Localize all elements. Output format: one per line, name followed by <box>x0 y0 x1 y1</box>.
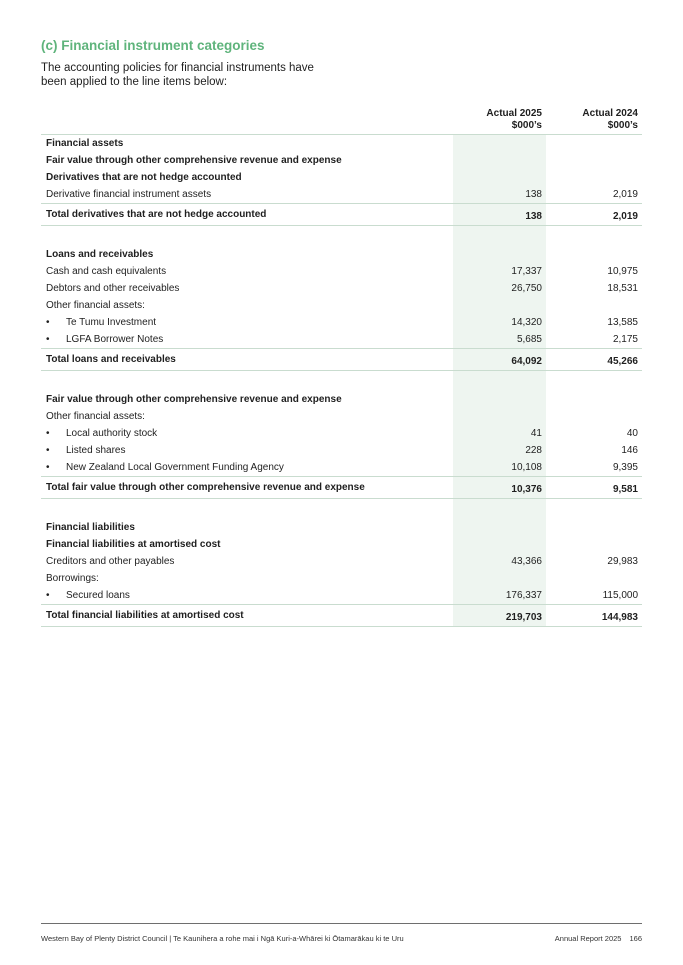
value-2025 <box>453 519 546 536</box>
row-label <box>41 280 453 297</box>
value-2024 <box>546 519 642 536</box>
row-label-text: Local authority stock <box>66 428 158 439</box>
row-label-text: Cash and cash equivalents <box>46 266 167 277</box>
section-header-row <box>41 391 642 408</box>
value-2024 <box>546 246 642 263</box>
value-2025: 17,337 <box>453 263 546 280</box>
value-2024: 9,581 <box>546 477 642 499</box>
row-label <box>41 297 453 314</box>
row-label <box>41 553 453 570</box>
row-label <box>41 263 453 280</box>
table-row <box>41 587 642 605</box>
header-actual-2025 <box>453 106 546 135</box>
table-row <box>41 442 642 459</box>
row-label <box>41 331 453 349</box>
value-2025: 10,108 <box>453 459 546 477</box>
table-row <box>41 553 642 570</box>
header-2024-title: Actual 2024 <box>582 108 638 119</box>
value-2024: 146 <box>621 445 638 456</box>
total-row <box>41 605 642 627</box>
value-2025: 10,376 <box>453 477 546 499</box>
spacer-cell <box>41 371 453 392</box>
value-2025 <box>453 169 546 186</box>
total-row <box>41 204 642 226</box>
row-label-text: Fair value through other comprehensive revenue and expense <box>46 394 342 405</box>
intro-text: The accounting policies for financial instruments have been applied to the line items below: <box>41 62 314 88</box>
table-row <box>41 186 642 204</box>
bullet-icon: • <box>46 462 50 473</box>
row-label-text: Derivatives that are not hedge accounted <box>46 172 242 183</box>
total-row <box>41 477 642 499</box>
row-label <box>41 314 453 331</box>
row-label-text: Listed shares <box>66 445 126 456</box>
value-2025 <box>453 391 546 408</box>
value-2024: 29,983 <box>607 556 638 567</box>
value-2025 <box>453 297 546 314</box>
row-label <box>41 536 453 553</box>
row-label-text: Other financial assets: <box>46 411 145 422</box>
value-2024: 2,019 <box>612 189 638 200</box>
row-label <box>41 135 453 153</box>
value-2025: 228 <box>453 442 546 459</box>
value-2025: 41 <box>453 425 546 442</box>
row-label-text: Borrowings: <box>46 573 99 584</box>
section-heading: (c) Financial instrument categories <box>41 38 265 53</box>
value-2025: 26,750 <box>453 280 546 297</box>
section-header-row <box>41 169 642 186</box>
section-header-row <box>41 536 642 553</box>
row-label-text: Total derivatives that are not hedge accounted <box>46 209 267 220</box>
row-label-text: Financial liabilities <box>46 522 135 533</box>
row-label-text: Derivative financial instrument assets <box>46 189 212 200</box>
bullet-icon: • <box>46 445 50 456</box>
table-row <box>41 314 642 331</box>
row-label <box>41 349 453 371</box>
value-2024: 40 <box>626 428 638 439</box>
section-header-row <box>41 152 642 169</box>
spacer-row <box>41 226 642 247</box>
row-label-text: Financial assets <box>46 138 124 149</box>
value-2025 <box>453 152 546 169</box>
spacer-row <box>41 371 642 392</box>
row-label <box>41 605 453 627</box>
row-label-text: LGFA Borrower Notes <box>66 334 164 345</box>
header-actual-2024 <box>546 106 642 135</box>
value-2025 <box>453 408 546 425</box>
value-2024: 2,175 <box>612 334 638 345</box>
row-label <box>41 391 453 408</box>
section-header-row <box>41 135 642 153</box>
value-2024 <box>546 570 642 587</box>
value-2024 <box>546 135 642 153</box>
row-label-text: Loans and receivables <box>46 249 154 260</box>
bullet-icon: • <box>46 334 50 345</box>
bullet-icon: • <box>46 590 50 601</box>
bullet-icon: • <box>46 428 50 439</box>
spacer-cell <box>453 226 546 247</box>
row-label <box>41 246 453 263</box>
row-label-text: Total financial liabilities at amortised cost <box>46 610 244 621</box>
header-label-cell <box>41 106 453 135</box>
row-label <box>41 408 453 425</box>
row-label <box>41 587 453 605</box>
spacer-cell <box>41 226 453 247</box>
footer-report-title: Annual Report 2025 <box>554 934 622 943</box>
value-2024: 115,000 <box>602 590 638 601</box>
value-2024: 10,975 <box>607 266 638 277</box>
row-label-text: Fair value through other comprehensive revenue and expense <box>46 155 342 166</box>
row-label <box>41 442 453 459</box>
footer-report-info <box>555 934 642 943</box>
section-header-row <box>41 246 642 263</box>
section-header-row <box>41 519 642 536</box>
value-2024: 2,019 <box>546 204 642 226</box>
row-label-text: Total fair value through other comprehensive revenue and expense <box>46 482 365 493</box>
value-2025: 64,092 <box>453 349 546 371</box>
spacer-cell <box>41 499 453 520</box>
row-label <box>41 519 453 536</box>
value-2025 <box>453 135 546 153</box>
value-2024: 45,266 <box>546 349 642 371</box>
table-body <box>41 135 642 627</box>
value-2025: 219,703 <box>453 605 546 627</box>
table-row <box>41 331 642 349</box>
spacer-cell <box>546 226 642 247</box>
row-label <box>41 152 453 169</box>
value-2025: 176,337 <box>453 587 546 605</box>
value-2024: 18,531 <box>607 283 638 294</box>
value-2025: 5,685 <box>453 331 546 349</box>
table-row <box>41 408 642 425</box>
spacer-cell <box>453 371 546 392</box>
table-row <box>41 459 642 477</box>
row-label-text: Financial liabilities at amortised cost <box>46 539 221 550</box>
spacer-row <box>41 499 642 520</box>
total-row <box>41 349 642 371</box>
value-2025 <box>453 246 546 263</box>
spacer-cell <box>546 371 642 392</box>
value-2025: 14,320 <box>453 314 546 331</box>
bullet-icon: • <box>46 317 50 328</box>
value-2025: 43,366 <box>453 553 546 570</box>
value-2024: 9,395 <box>612 462 638 473</box>
value-2024 <box>546 536 642 553</box>
value-2024 <box>546 169 642 186</box>
value-2024 <box>546 391 642 408</box>
value-2024 <box>546 297 642 314</box>
row-label <box>41 477 453 499</box>
table-row <box>41 297 642 314</box>
row-label-text: Debtors and other receivables <box>46 283 180 294</box>
header-2025-unit: $000’s <box>511 120 542 131</box>
row-label-text: Other financial assets: <box>46 300 145 311</box>
value-2025 <box>453 570 546 587</box>
spacer-cell <box>453 499 546 520</box>
table-row <box>41 263 642 280</box>
value-2024: 13,585 <box>607 317 638 328</box>
row-label-text: New Zealand Local Government Funding Agency <box>66 462 284 473</box>
table-row <box>41 425 642 442</box>
value-2024: 144,983 <box>546 605 642 627</box>
financial-instruments-table <box>41 106 642 627</box>
page-number: 166 <box>629 934 642 943</box>
value-2024 <box>546 152 642 169</box>
value-2025: 138 <box>453 186 546 204</box>
footer-council-name: Western Bay of Plenty District Council | Te Kaunihera a rohe mai i Ngā Kuri-a-Whārei ki Ōtamarākau ki te Uru <box>41 934 404 943</box>
row-label <box>41 204 453 226</box>
row-label <box>41 186 453 204</box>
row-label-text: Secured loans <box>66 590 130 601</box>
row-label-text: Total loans and receivables <box>46 354 176 365</box>
row-label <box>41 570 453 587</box>
value-2024 <box>546 408 642 425</box>
header-2024-unit: $000’s <box>607 120 638 131</box>
row-label <box>41 425 453 442</box>
table-row <box>41 570 642 587</box>
row-label <box>41 459 453 477</box>
spacer-cell <box>546 499 642 520</box>
value-2025: 138 <box>453 204 546 226</box>
row-label-text: Creditors and other payables <box>46 556 175 567</box>
row-label <box>41 169 453 186</box>
row-label-text: Te Tumu Investment <box>66 317 157 328</box>
footer-rule <box>41 923 642 924</box>
table-row <box>41 280 642 297</box>
header-2025-title: Actual 2025 <box>486 108 542 119</box>
table-header-row <box>41 106 642 135</box>
value-2025 <box>453 536 546 553</box>
